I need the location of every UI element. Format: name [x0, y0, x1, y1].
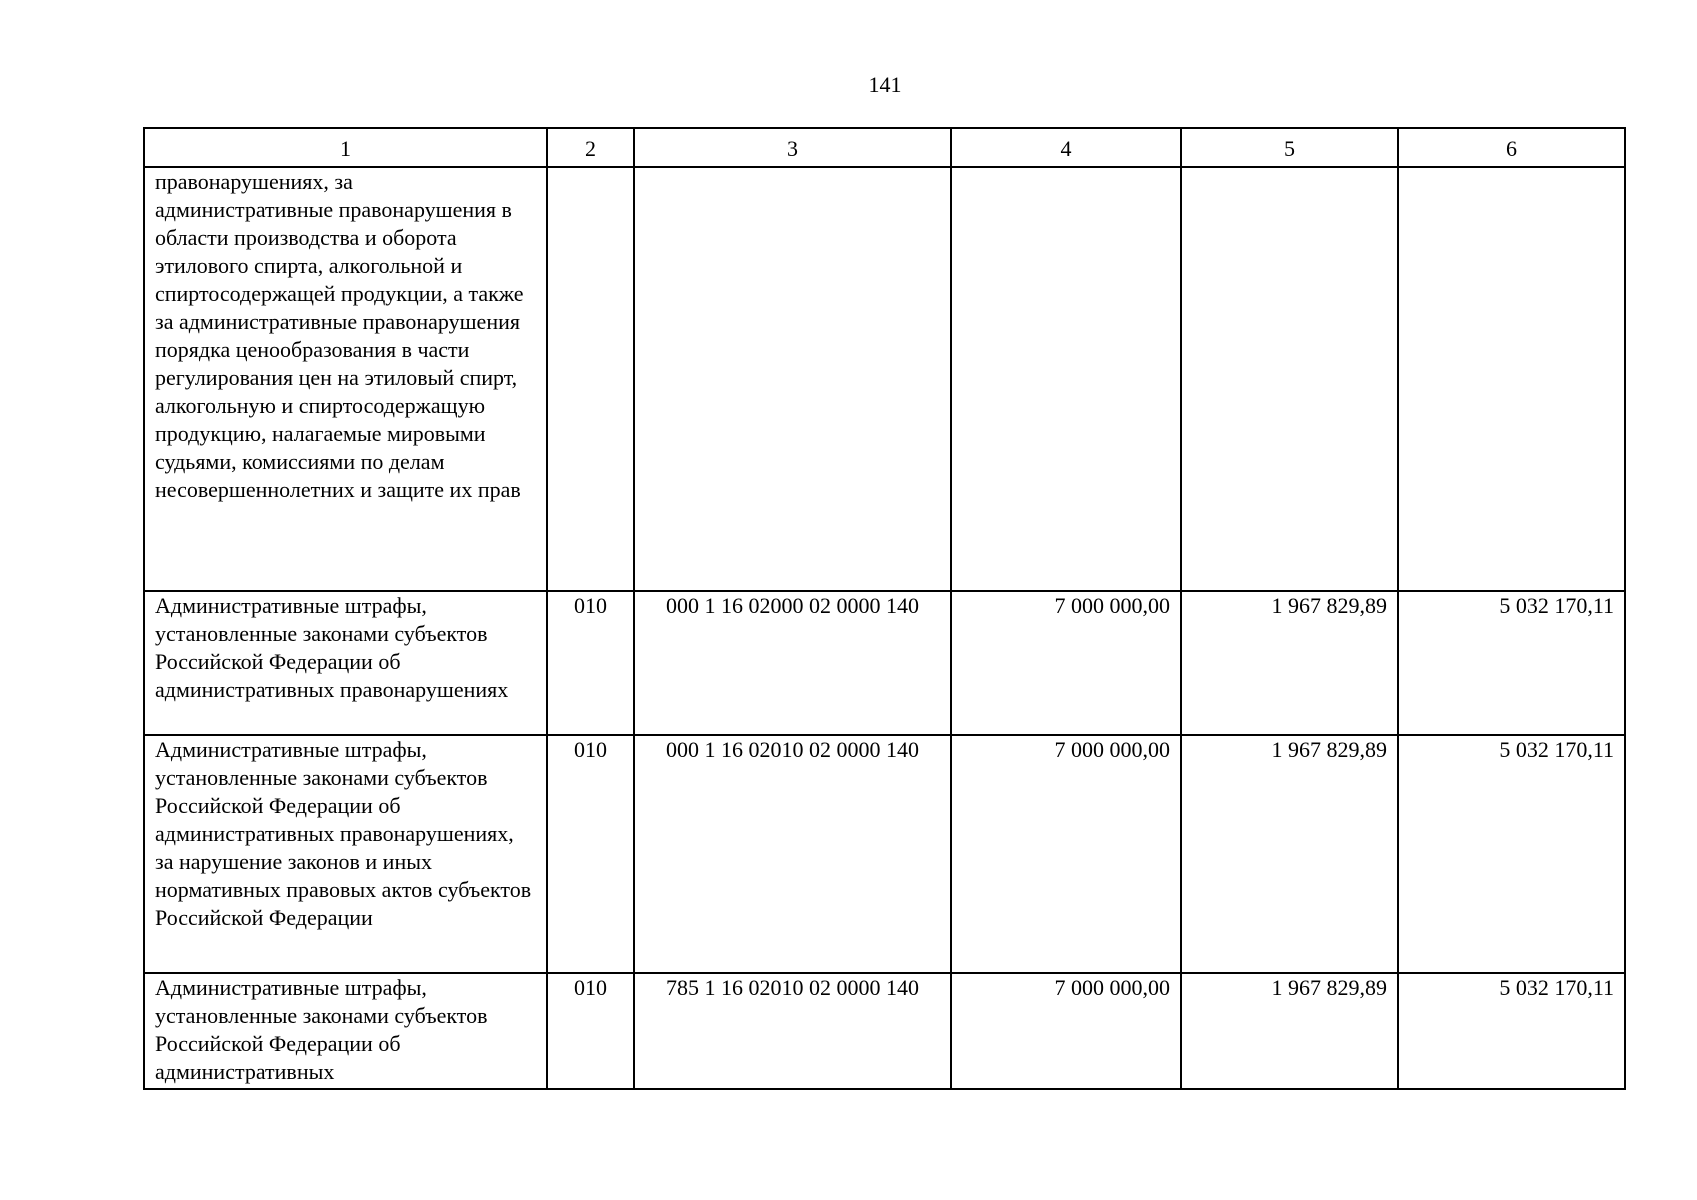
table-row — [144, 167, 1625, 591]
row-line-code: 010 — [547, 973, 634, 1089]
row-name: Административные штрафы, установленные законами субъектов Российской Федерации об административных — [144, 973, 547, 1089]
page-number: 141 — [868, 72, 902, 97]
row-approved — [951, 167, 1181, 591]
column-header-1: 1 — [144, 128, 547, 167]
row-remaining — [1398, 167, 1625, 591]
row-approved: 7 000 000,00 — [951, 973, 1181, 1089]
row-line-code: 010 — [547, 735, 634, 973]
row-executed: 1 967 829,89 — [1181, 973, 1398, 1089]
row-budget-code — [634, 167, 951, 591]
row-budget-code: 000 1 16 02010 02 0000 140 — [634, 735, 951, 973]
row-name: Административные штрафы, установленные законами субъектов Российской Федерации об административных правонарушениях, за нарушение законов и иных нормативных правовых актов субъектов Российской Федерации — [144, 735, 547, 973]
budget-table — [143, 127, 1626, 1090]
row-line-code — [547, 167, 634, 591]
row-remaining: 5 032 170,11 — [1398, 591, 1625, 735]
row-approved: 7 000 000,00 — [951, 735, 1181, 973]
row-budget-code: 000 1 16 02000 02 0000 140 — [634, 591, 951, 735]
column-header-3: 3 — [634, 128, 951, 167]
row-remaining: 5 032 170,11 — [1398, 973, 1625, 1089]
row-remaining: 5 032 170,11 — [1398, 735, 1625, 973]
row-executed: 1 967 829,89 — [1181, 735, 1398, 973]
row-line-code: 010 — [547, 591, 634, 735]
column-header-2: 2 — [547, 128, 634, 167]
column-header-4: 4 — [951, 128, 1181, 167]
row-approved: 7 000 000,00 — [951, 591, 1181, 735]
column-header-6: 6 — [1398, 128, 1625, 167]
row-budget-code: 785 1 16 02010 02 0000 140 — [634, 973, 951, 1089]
row-executed — [1181, 167, 1398, 591]
column-header-5: 5 — [1181, 128, 1398, 167]
table-row — [144, 591, 1625, 735]
row-name: Административные штрафы, установленные законами субъектов Российской Федерации об административных правонарушениях — [144, 591, 547, 735]
row-name: правонарушениях, за административные правонарушения в области производства и оборота этилового спирта, алкогольной и спиртосодержащей продукции, а также за административные правонарушения порядка ценообразования в части регулирования цен на этиловый спирт, алкогольную и спиртосодержащую продукцию, налагаемые мировыми судьями, комиссиями по делам несовершеннолетних и защите их прав — [144, 167, 547, 591]
header-row — [144, 128, 1625, 167]
table-row — [144, 973, 1625, 1089]
table-row — [144, 735, 1625, 973]
row-executed: 1 967 829,89 — [1181, 591, 1398, 735]
